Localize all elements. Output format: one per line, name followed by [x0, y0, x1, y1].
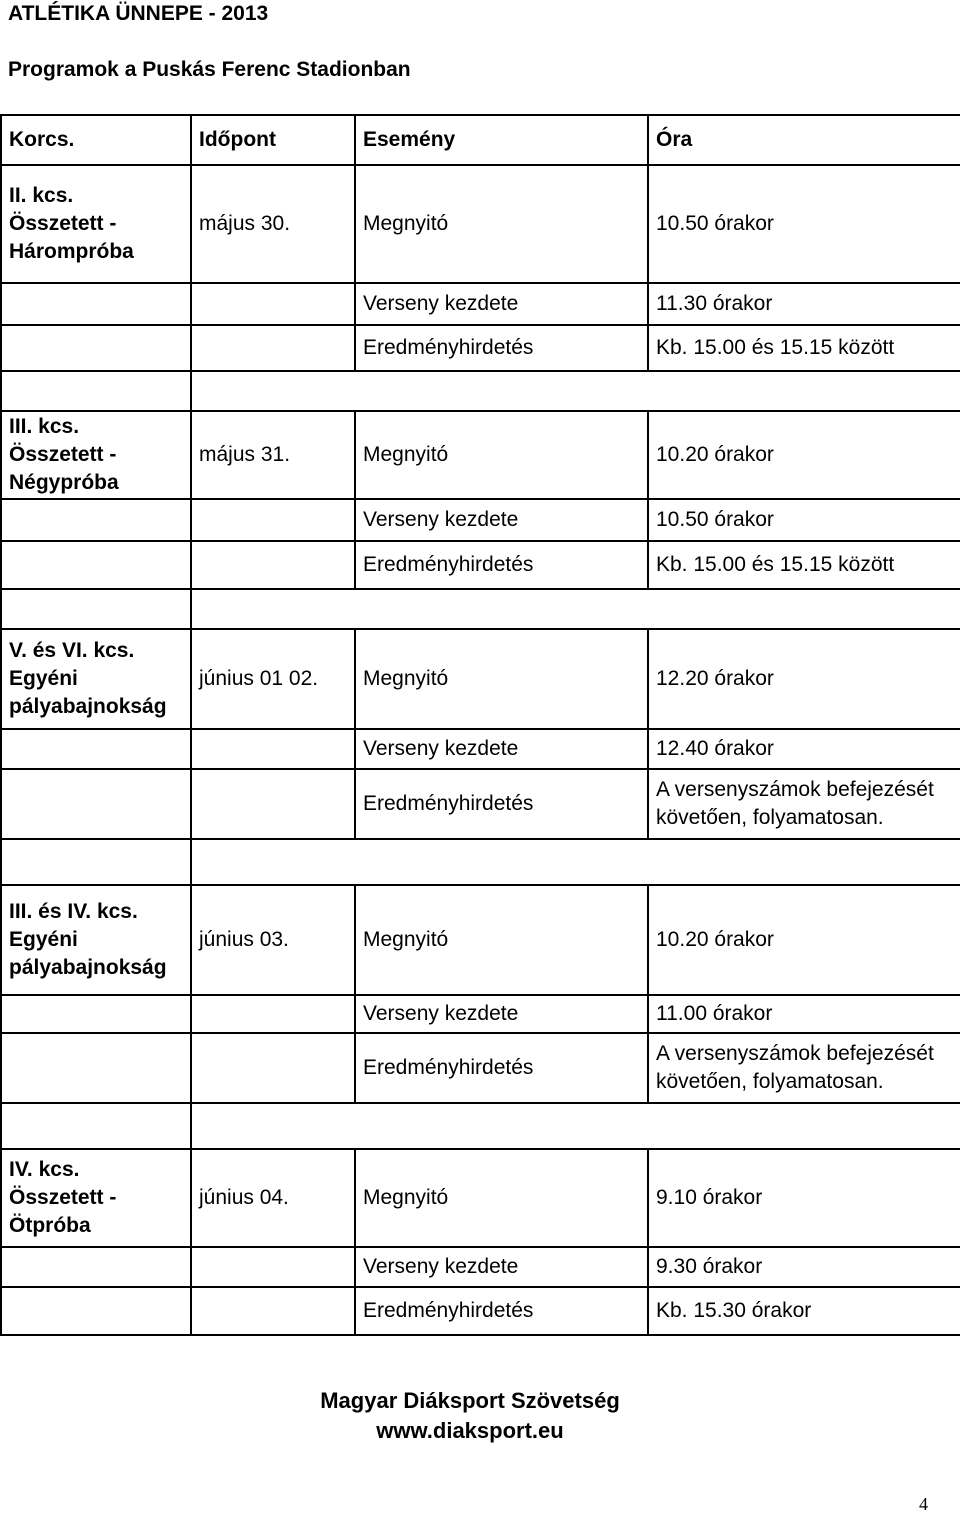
- category-cell: [1, 995, 191, 1033]
- spacer-cell: [1, 589, 191, 629]
- category-cell: [1, 629, 191, 729]
- category-cell: [1, 1149, 191, 1247]
- spacer-cell: [648, 1103, 960, 1149]
- time-cell: Kb. 15.30 órakor: [648, 1287, 960, 1335]
- category-line-1: II. kcs.: [9, 184, 74, 207]
- time-cell: Kb. 15.00 és 15.15 között: [648, 541, 960, 589]
- event-cell: Verseny kezdete: [355, 1247, 648, 1287]
- spacer-cell: [191, 371, 355, 411]
- spacer-cell: [648, 589, 960, 629]
- date-cell: [191, 1287, 355, 1335]
- time-cell: A versenyszámok befejezését követően, folyamatosan.: [648, 1033, 960, 1103]
- time-cell: 12.40 órakor: [648, 729, 960, 769]
- category-line-2: Összetett -: [9, 212, 117, 235]
- category-line-3: Négypróba: [9, 471, 119, 494]
- date-cell: [191, 325, 355, 371]
- date-cell: [191, 499, 355, 541]
- event-cell: Megnyitó: [355, 1149, 648, 1247]
- time-cell: 9.10 órakor: [648, 1149, 960, 1247]
- date-cell: június 04.: [191, 1149, 355, 1247]
- spacer-cell: [191, 1103, 355, 1149]
- event-cell: Verseny kezdete: [355, 283, 648, 325]
- category-line-2: Egyéni: [9, 928, 78, 951]
- event-cell: Eredményhirdetés: [355, 1033, 648, 1103]
- spacer-cell: [355, 589, 648, 629]
- time-cell: Kb. 15.00 és 15.15 között: [648, 325, 960, 371]
- category-cell: [1, 499, 191, 541]
- footer-url[interactable]: www.diaksport.eu: [376, 1418, 564, 1443]
- date-cell: [191, 995, 355, 1033]
- category-cell: [1, 411, 191, 499]
- category-cell: [1, 885, 191, 995]
- event-cell: Eredményhirdetés: [355, 541, 648, 589]
- category-cell: [1, 165, 191, 283]
- category-line-1: V. és VI. kcs.: [9, 639, 135, 662]
- spacer-cell: [648, 371, 960, 411]
- time-cell: 9.30 órakor: [648, 1247, 960, 1287]
- date-cell: június 03.: [191, 885, 355, 995]
- table-row: [1, 769, 960, 839]
- spacer-cell: [355, 839, 648, 885]
- category-cell: [1, 1247, 191, 1287]
- table-row: [1, 629, 960, 729]
- time-cell: 11.30 órakor: [648, 283, 960, 325]
- category-line-3: pályabajnokság: [9, 695, 167, 718]
- date-cell: [191, 283, 355, 325]
- category-cell: [1, 769, 191, 839]
- spacer-cell: [1, 371, 191, 411]
- time-cell: 11.00 órakor: [648, 995, 960, 1033]
- event-cell: Megnyitó: [355, 411, 648, 499]
- table-row: [1, 283, 960, 325]
- date-cell: [191, 729, 355, 769]
- date-cell: [191, 541, 355, 589]
- event-cell: Eredményhirdetés: [355, 1287, 648, 1335]
- spacer-cell: [648, 839, 960, 885]
- spacer-row: [1, 1103, 960, 1149]
- table-row: [1, 499, 960, 541]
- time-cell: 12.20 órakor: [648, 629, 960, 729]
- category-line-1: III. kcs.: [9, 415, 80, 438]
- category-cell: [1, 325, 191, 371]
- spacer-cell: [1, 839, 191, 885]
- header-esemeny: Esemény: [355, 115, 648, 165]
- spacer-row: [1, 371, 960, 411]
- header-korcs: Korcs.: [1, 115, 191, 165]
- document-subtitle: Programok a Puskás Ferenc Stadionban: [8, 58, 411, 81]
- table-row: [1, 1287, 960, 1335]
- spacer-cell: [191, 589, 355, 629]
- document-title: ATLÉTIKA ÜNNEPE - 2013: [8, 2, 269, 25]
- date-cell: [191, 1033, 355, 1103]
- table-row: [1, 411, 960, 499]
- category-line-3: pályabajnokság: [9, 956, 167, 979]
- category-line-1: IV. kcs.: [9, 1158, 80, 1181]
- spacer-cell: [1, 1103, 191, 1149]
- event-cell: Eredményhirdetés: [355, 769, 648, 839]
- category-line-3: Hárompróba: [9, 240, 134, 263]
- time-cell: 10.20 órakor: [648, 411, 960, 499]
- category-cell: [1, 729, 191, 769]
- event-cell: Verseny kezdete: [355, 995, 648, 1033]
- event-cell: Megnyitó: [355, 165, 648, 283]
- spacer-cell: [355, 371, 648, 411]
- header-idopont: Időpont: [191, 115, 355, 165]
- spacer-cell: [191, 839, 355, 885]
- date-cell: május 30.: [191, 165, 355, 283]
- category-cell: [1, 541, 191, 589]
- spacer-row: [1, 839, 960, 885]
- category-line-2: Összetett -: [9, 443, 117, 466]
- date-cell: [191, 769, 355, 839]
- time-cell: 10.50 órakor: [648, 499, 960, 541]
- time-cell: A versenyszámok befejezését követően, folyamatosan.: [648, 769, 960, 839]
- date-cell: június 01 02.: [191, 629, 355, 729]
- category-line-2: Összetett -: [9, 1186, 117, 1209]
- table-row: [1, 325, 960, 371]
- event-cell: Eredményhirdetés: [355, 325, 648, 371]
- table-row: [1, 729, 960, 769]
- footer-organization: Magyar Diáksport Szövetség: [320, 1388, 620, 1413]
- schedule-table: [0, 114, 960, 1336]
- category-line-3: Ötpróba: [9, 1214, 91, 1237]
- category-line-1: III. és IV. kcs.: [9, 900, 138, 923]
- event-cell: Verseny kezdete: [355, 729, 648, 769]
- event-cell: Megnyitó: [355, 629, 648, 729]
- time-cell: 10.50 órakor: [648, 165, 960, 283]
- category-line-2: Egyéni: [9, 667, 78, 690]
- table-row: [1, 1033, 960, 1103]
- date-cell: május 31.: [191, 411, 355, 499]
- table-row: [1, 1247, 960, 1287]
- table-row: [1, 1149, 960, 1247]
- category-cell: [1, 1287, 191, 1335]
- spacer-row: [1, 589, 960, 629]
- event-cell: Megnyitó: [355, 885, 648, 995]
- table-row: [1, 995, 960, 1033]
- header-ora: Óra: [648, 115, 960, 165]
- category-cell: [1, 1033, 191, 1103]
- event-cell: Verseny kezdete: [355, 499, 648, 541]
- page-number: 4: [919, 1494, 928, 1514]
- time-cell: 10.20 órakor: [648, 885, 960, 995]
- category-cell: [1, 283, 191, 325]
- date-cell: [191, 1247, 355, 1287]
- table-row: [1, 541, 960, 589]
- spacer-cell: [355, 1103, 648, 1149]
- table-row: [1, 165, 960, 283]
- table-header-row: [1, 115, 960, 165]
- table-row: [1, 885, 960, 995]
